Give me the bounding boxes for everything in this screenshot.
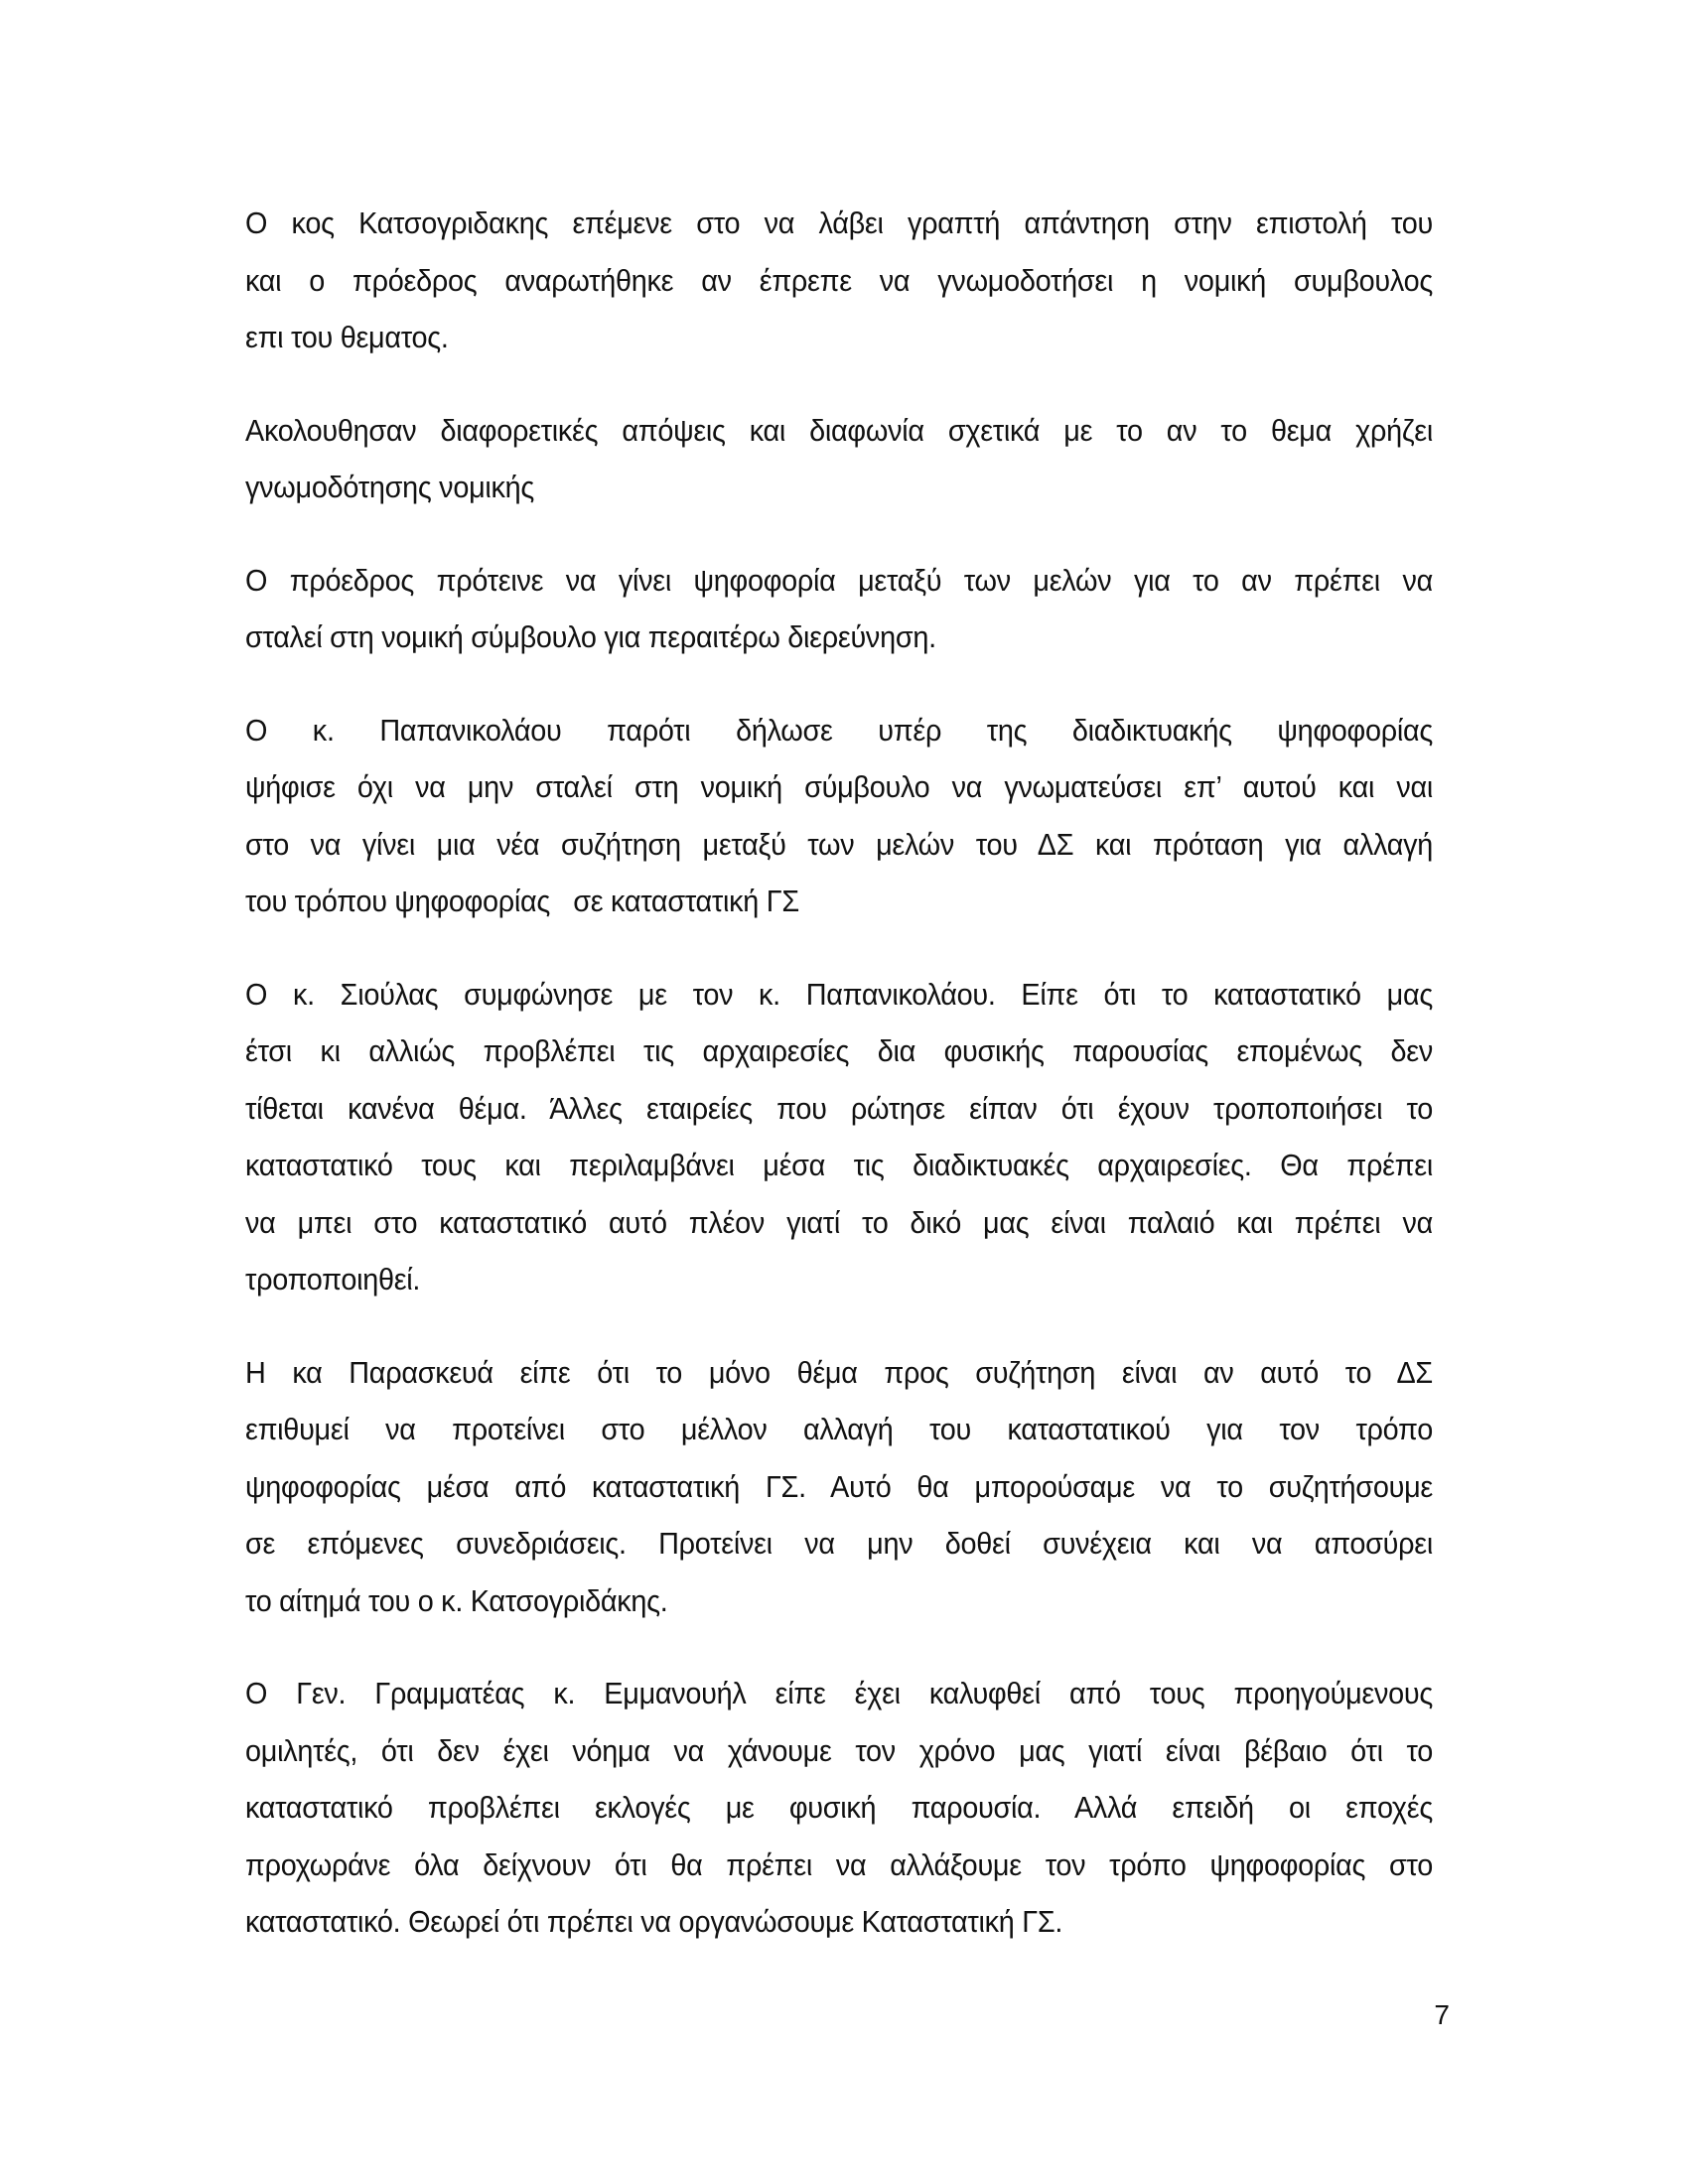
text-line: γνωμοδότησης νομικής <box>245 470 535 504</box>
document-body <box>245 195 1433 1986</box>
paragraph <box>245 1665 1433 1951</box>
text-line: Ο Γεν. Γραμματέας κ. Εμμανουήλ είπε έχει καλυφθεί από τους προηγούμενους <box>245 1676 1433 1710</box>
page-number: 7 <box>1434 1999 1450 2030</box>
text-line: ψηφοφορίας μέσα από καταστατική ΓΣ. Αυτό θα μπορούσαμε να το συζητήσουμε <box>245 1468 1433 1504</box>
text-line: στο να γίνει μια νέα συζήτηση μεταξύ των μελών του ΔΣ και πρόταση για αλλαγή <box>245 826 1433 862</box>
text-line: έτσι κι αλλιώς προβλέπει τις αρχαιρεσίες δια φυσικής παρουσίας επομένως δεν <box>245 1033 1433 1068</box>
paragraph <box>245 966 1433 1308</box>
text-line: Ο κος Κατσογριδακης επέμενε στο να λάβει γραπτή απάντηση στην επιστολή του <box>245 205 1433 240</box>
text-line: Ακολουθησαν διαφορετικές απόψεις και διαφωνία σχετικά με το αν το θεμα χρήζει <box>245 412 1433 448</box>
text-line: επι του θεματος. <box>245 320 449 354</box>
text-line: Ο κ. Σιούλας συμφώνησε με τον κ. Παπανικολάου. Είπε ότι το καταστατικό μας <box>245 976 1433 1012</box>
text-line: ομιλητές, ότι δεν έχει νόημα να χάνουμε τον χρόνο μας γιατί είναι βέβαιο ότι το <box>245 1732 1433 1768</box>
text-line: και ο πρόεδρος αναρωτήθηκε αν έπρεπε να γνωμοδοτήσει η νομική συμβουλος <box>245 262 1433 298</box>
text-line: καταστατικό τους και περιλαμβάνει μέσα τις διαδικτυακές αρχαιρεσίες. Θα πρέπει <box>245 1148 1433 1182</box>
text-line: τροποποιηθεί. <box>245 1262 421 1297</box>
paragraph <box>245 702 1433 930</box>
text-line: Ο πρόεδρος πρότεινε να γίνει ψηφοφορία μεταξύ των μελών για το αν πρέπει να <box>245 562 1433 598</box>
paragraph <box>245 195 1433 366</box>
paragraph <box>245 552 1433 666</box>
text-line: επιθυμεί να προτείνει στο μέλλον αλλαγή του καταστατικού για τον τρόπο <box>245 1412 1433 1446</box>
text-line: σταλεί στη νομική σύμβουλο για περαιτέρω διερεύνηση. <box>245 619 936 654</box>
text-line: καταστατικό. Θεωρεί ότι πρέπει να οργανώσουμε Καταστατική ΓΣ. <box>245 1904 1063 1939</box>
text-line: Ο κ. Παπανικολάου παρότι δήλωσε υπέρ της διαδικτυακής ψηφοφορίας <box>245 712 1433 748</box>
text-line: προχωράνε όλα δείχνουν ότι θα πρέπει να αλλάξουμε τον τρόπο ψηφοφορίας στο <box>245 1846 1433 1882</box>
text-line: καταστατικό προβλέπει εκλογές με φυσική παρουσία. Αλλά επειδή οι εποχές <box>245 1790 1433 1825</box>
text-line: Η κα Παρασκευά είπε ότι το μόνο θέμα προς συζήτηση είναι αν αυτό το ΔΣ <box>245 1354 1433 1390</box>
text-line: ψήφισε όχι να μην σταλεί στη νομική σύμβουλο να γνωματεύσει επ’ αυτού και ναι <box>245 769 1433 804</box>
text-line: τίθεται κανένα θέμα. Άλλες εταιρείες που ρώτησε είπαν ότι έχουν τροποποιήσει το <box>245 1090 1433 1126</box>
paragraph <box>245 402 1433 516</box>
text-line: να μπει στο καταστατικό αυτό πλέον γιατί το δικό μας είναι παλαιό και πρέπει να <box>245 1204 1433 1240</box>
paragraph <box>245 1344 1433 1630</box>
text-line: σε επόμενες συνεδριάσεις. Προτείνει να μην δοθεί συνέχεια και να αποσύρει <box>245 1526 1433 1561</box>
text-line: του τρόπου ψηφοφορίας σε καταστατική ΓΣ <box>245 884 799 918</box>
text-line: το αίτημά του ο κ. Κατσογριδάκης. <box>245 1582 668 1618</box>
